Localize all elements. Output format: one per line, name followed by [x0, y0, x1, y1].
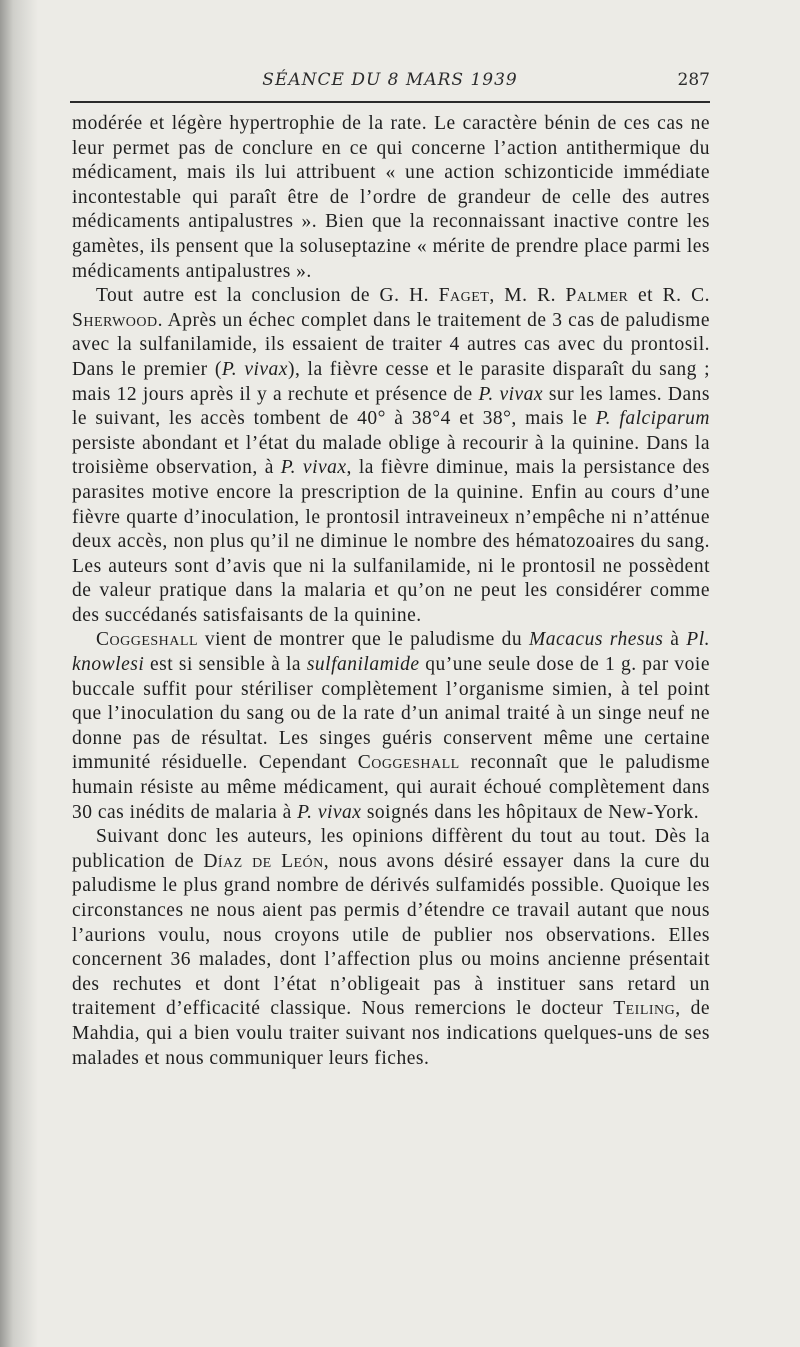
page-binding-shadow [0, 0, 38, 1347]
text-run: qu’une seule dose de 1 g. par voie buccale suffit pour stériliser complètement l’organisme simien, à tel point que l’inoculation du sang ou de la rate d’un animal traité à un singe neuf ne donne pas de résultat. Les singes guéris conservent même une certaine immunité résiduelle. Cependant [72, 654, 711, 774]
header-rule [70, 101, 710, 103]
author-name: Sherwood [72, 309, 158, 331]
text-run: vient de montrer que le paludisme du [198, 629, 530, 651]
text-run: , nous avons désiré essayer dans la cure du paludisme le plus grand nombre de dérivés sulfamidés possible. Quoique les circonstances ne nous aient pas permis d’étendre ce travail autant que nous l’aurions voulu, nous croyons utile de publier nos observations. Elles concernent 36 malades, dont l’affection plus ou moins ancienne présentait des rechutes et dont l’état n’obligeait pas à instituer sans retard un traitement d’efficacité classique. Nous remercions le docteur [72, 850, 710, 1020]
paragraph [72, 284, 710, 628]
italic-term: P. vivax [221, 358, 288, 380]
italic-term: Macacus rhesus [529, 629, 664, 651]
italic-term: P. vivax [280, 457, 347, 479]
italic-term: P. vivax [478, 383, 544, 405]
italic-term: sulfanilamide [306, 654, 420, 676]
page-number: 287 [677, 70, 710, 90]
text-run: persiste abondant et l’état du malade oblige à recourir à la quinine. Dans la troisième observation, à [72, 432, 710, 479]
author-name: Coggeshall [357, 752, 460, 774]
text-run: , M. R. [489, 285, 566, 307]
text-run: , de Mahdia, qui a bien voulu traiter suivant nos indications quelques-uns de ses malades et nous communiquer leurs fiches. [72, 998, 710, 1069]
running-head-title: SÉANCE DU 8 MARS 1939 [262, 70, 518, 90]
body-text [72, 112, 710, 1071]
text-run: soignés dans les hôpitaux de New-York. [361, 801, 700, 823]
running-head [70, 62, 710, 102]
author-name: Palmer [565, 285, 629, 307]
italic-term: P. falciparum [595, 408, 710, 430]
author-name: Coggeshall [96, 629, 198, 651]
text-run: ), la fièvre cesse et le parasite disparaît du sang ; mais 12 jours après il y a rechute et présence de [72, 358, 711, 405]
paragraph [72, 628, 710, 825]
paragraph [72, 112, 710, 284]
italic-term: Pl. knowlesi [72, 629, 710, 676]
paragraph [72, 825, 710, 1071]
italic-term: P. vivax [297, 801, 362, 823]
author-name: Teiling [613, 998, 676, 1020]
text-run: Suivant donc les auteurs, les opinions diffèrent du tout au tout. Dès la publication de [72, 826, 710, 872]
text-run: reconnaît que le paludisme humain résiste au même médicament, qui aurait échoué complètement dans 30 cas inédits de malaria à [72, 752, 710, 823]
text-run: . Après un échec complet dans le traitement de 3 cas de paludisme avec la sulfanilamide, ils essaient de traiter 4 autres cas avec du prontosil. Dans le premier ( [72, 309, 710, 380]
text-run: est si sensible à la [144, 654, 307, 676]
text-run: , la fièvre diminue, mais la persistance des parasites motive encore la prescription de la quinine. Enfin au cours d’une fièvre quarte d’inoculation, le prontosil intraveineux n’empêche ni n’atténue deux accès, non plus qu’il ne diminue le nombre des hématozoaires du sang. Les auteurs sont d’avis que ni la sulfanilamide, ni le prontosil ne possèdent de valeur pratique dans la malaria et qu’on ne peut les considérer comme des succédanés satisfaisants de la quinine. [72, 457, 710, 626]
text-run: modérée et légère hypertrophie de la rate. Le caractère bénin de ces cas ne leur permet pas de conclure en ce qui concerne l’action antithermique du médicament, mais ils lui attribuent « une action schizonticide immédiate incontestable qui paraît être de l’ordre de grandeur de celle des autres médicaments antipalustres ». Bien que la reconnaissant inactive contre les gamètes, ils pensent que la soluseptazine « mérite de prendre place parmi les médicaments antipalustres ». [72, 113, 710, 282]
author-name: Díaz de León [203, 850, 324, 872]
text-run: Tout autre est la conclusion de G. H. [96, 285, 439, 307]
text-run: sur les lames. Dans le suivant, les accès tombent de 40° à 38°4 et 38°, mais le [72, 383, 710, 430]
author-name: Faget [438, 285, 490, 307]
text-run: à [663, 629, 687, 651]
text-run: et R. C. [628, 285, 710, 307]
